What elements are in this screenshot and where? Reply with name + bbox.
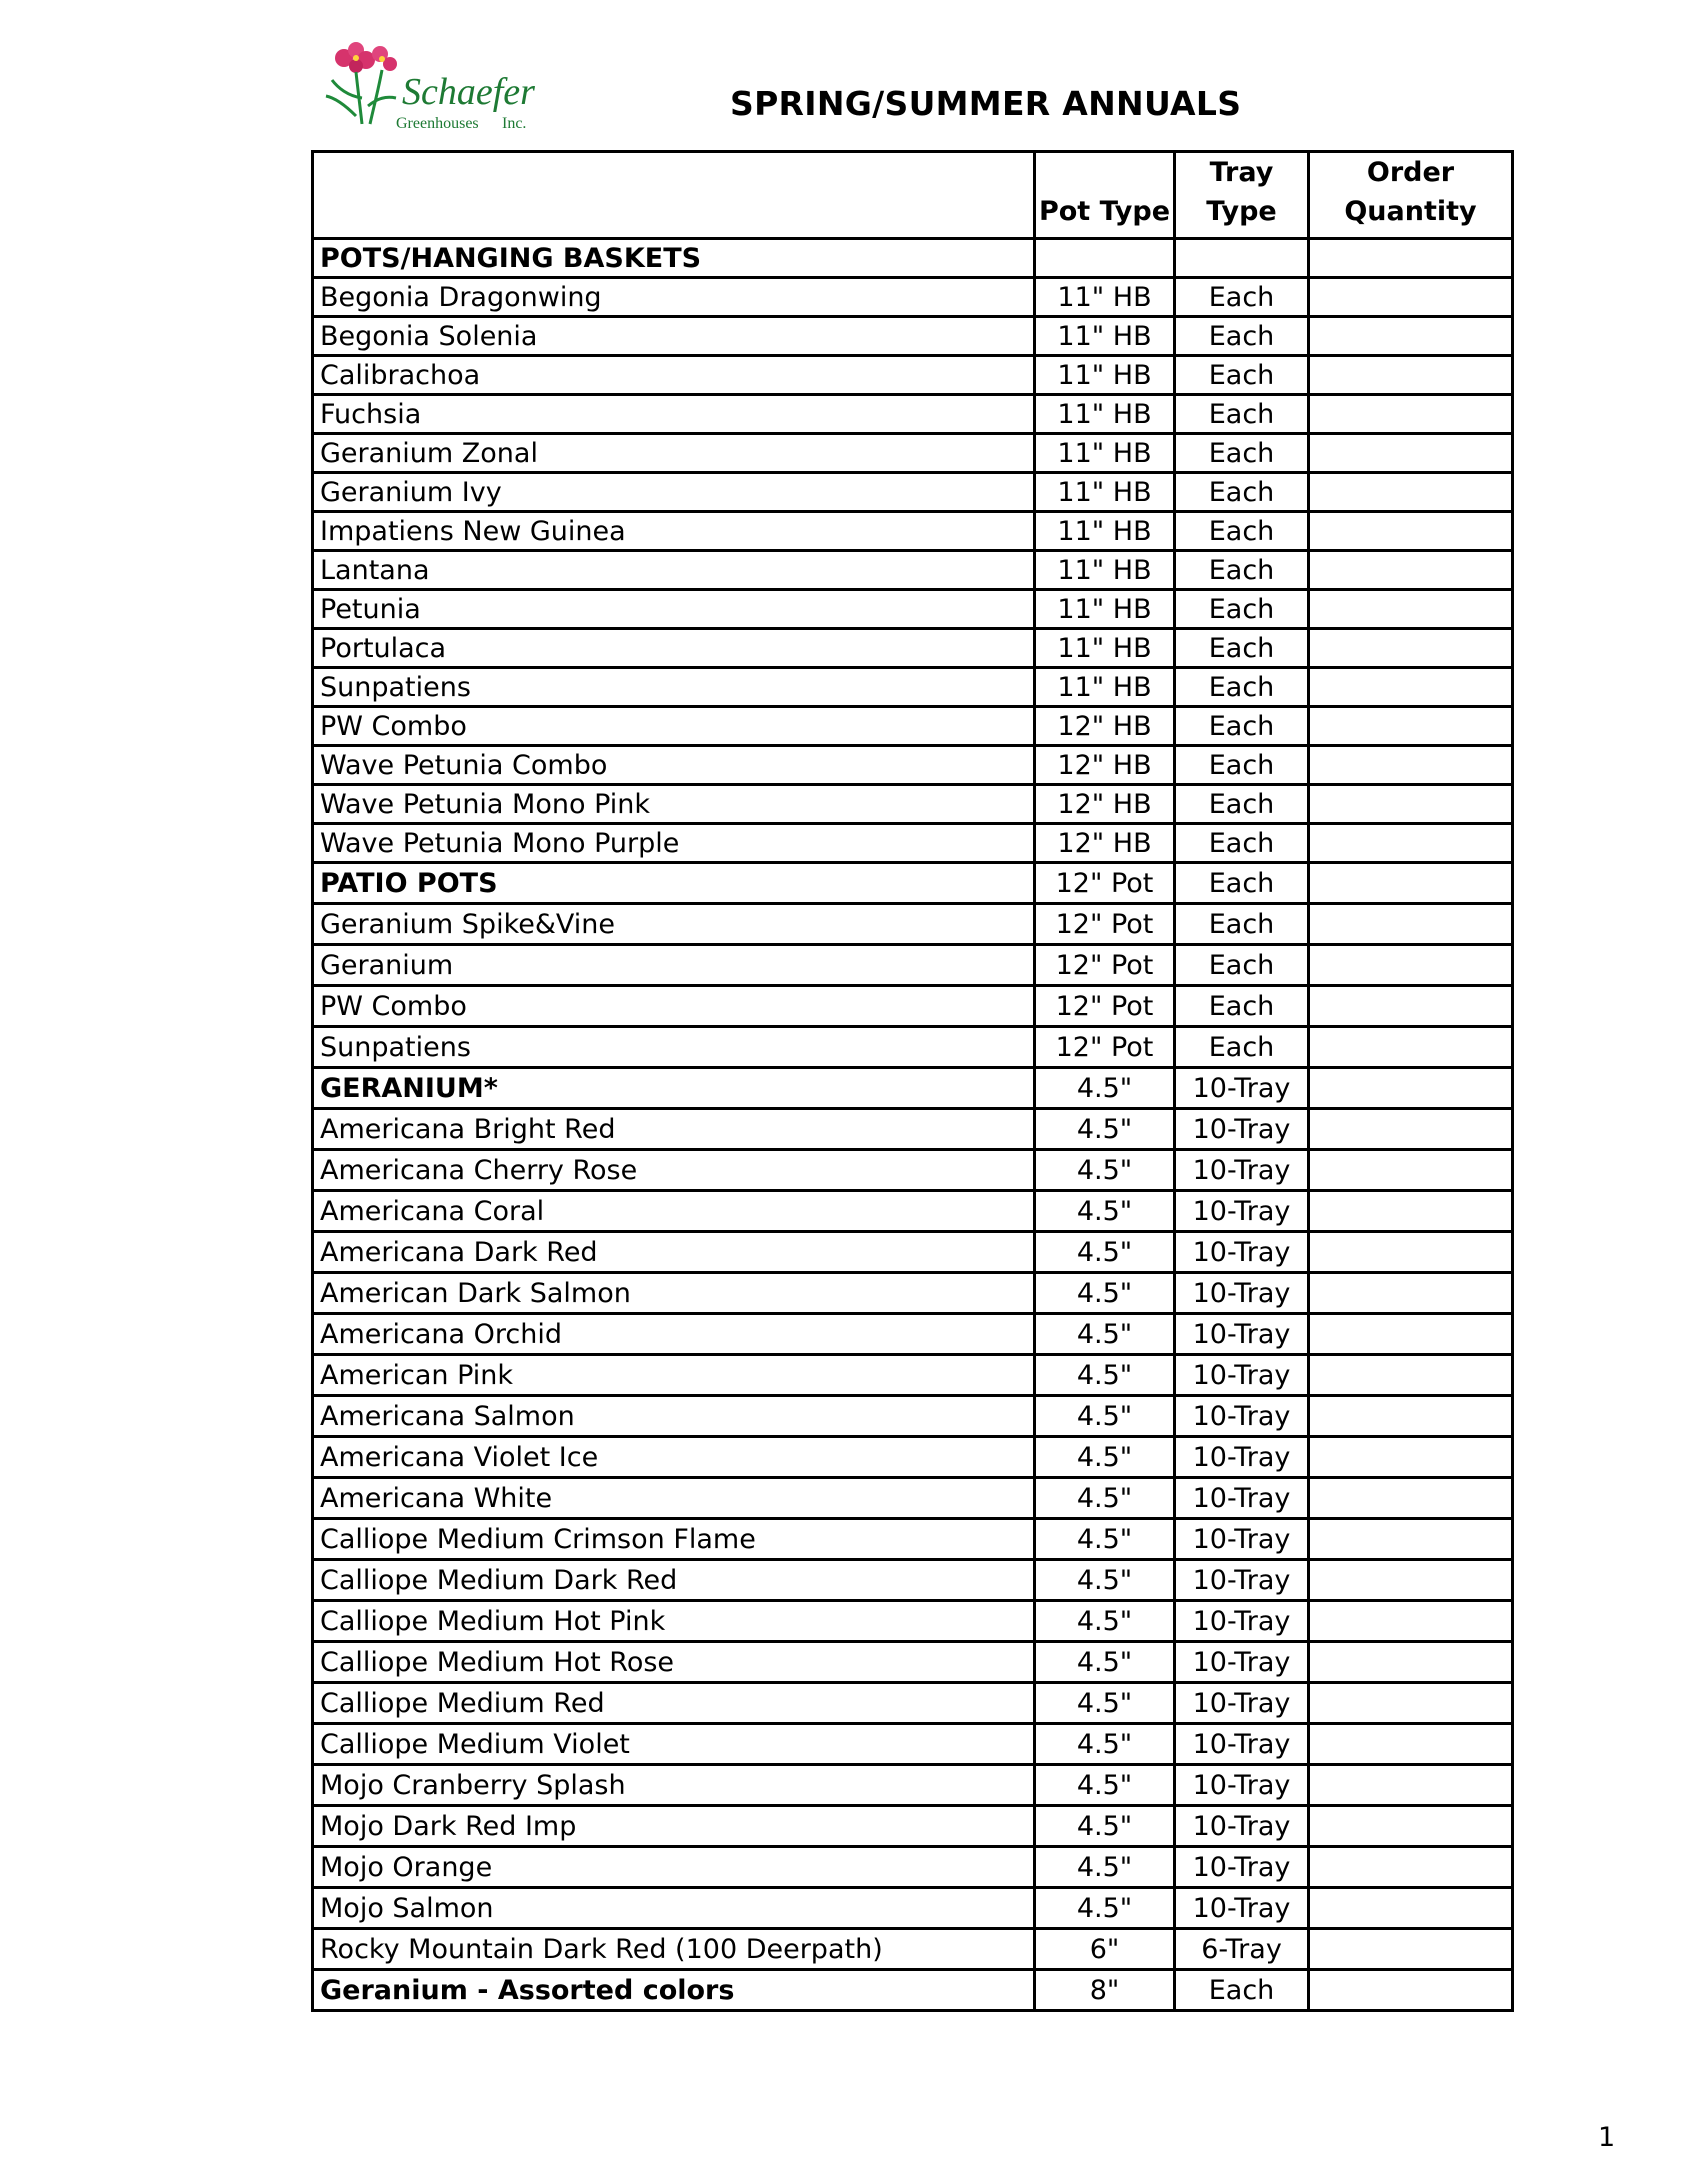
tray-type: 10-Tray — [1175, 1273, 1309, 1314]
order-quantity-cell[interactable] — [1309, 1109, 1513, 1150]
pot-type: 11" HB — [1035, 278, 1175, 317]
pot-type: 4.5" — [1035, 1642, 1175, 1683]
tray-type — [1175, 239, 1309, 278]
pot-type: 4.5" — [1035, 1478, 1175, 1519]
item-name: Geranium Ivy — [313, 473, 1035, 512]
order-quantity-cell[interactable] — [1309, 945, 1513, 986]
tray-type: 10-Tray — [1175, 1683, 1309, 1724]
pot-type: 11" HB — [1035, 551, 1175, 590]
pot-type: 12" HB — [1035, 746, 1175, 785]
table-row — [313, 746, 1513, 785]
pot-type: 4.5" — [1035, 1150, 1175, 1191]
item-name: Calliope Medium Hot Rose — [313, 1642, 1035, 1683]
header-pot-type: Pot Type — [1035, 152, 1175, 239]
header-item — [313, 152, 1035, 239]
tray-type: Each — [1175, 945, 1309, 986]
item-name: Wave Petunia Combo — [313, 746, 1035, 785]
logo-subtitle: Greenhouses — [396, 115, 479, 132]
pot-type: 12" Pot — [1035, 986, 1175, 1027]
tray-type: 10-Tray — [1175, 1150, 1309, 1191]
order-quantity-cell[interactable] — [1309, 1683, 1513, 1724]
tray-type: 10-Tray — [1175, 1519, 1309, 1560]
tray-type: Each — [1175, 824, 1309, 863]
tray-type: Each — [1175, 590, 1309, 629]
order-quantity-cell[interactable] — [1309, 863, 1513, 904]
pot-type: 11" HB — [1035, 317, 1175, 356]
tray-type: Each — [1175, 1027, 1309, 1068]
tray-type: Each — [1175, 629, 1309, 668]
tray-type: 10-Tray — [1175, 1601, 1309, 1642]
item-name: Americana Bright Red — [313, 1109, 1035, 1150]
tray-type: Each — [1175, 746, 1309, 785]
company-logo — [316, 36, 536, 136]
tray-type: Each — [1175, 434, 1309, 473]
tray-type: 10-Tray — [1175, 1888, 1309, 1929]
table-row — [313, 1888, 1513, 1929]
item-name: Mojo Salmon — [313, 1888, 1035, 1929]
order-quantity-cell[interactable] — [1309, 1806, 1513, 1847]
order-quantity-cell[interactable] — [1309, 1273, 1513, 1314]
item-name: GERANIUM* — [313, 1068, 1035, 1109]
order-quantity-cell[interactable] — [1309, 1601, 1513, 1642]
item-name: Mojo Orange — [313, 1847, 1035, 1888]
order-quantity-cell[interactable] — [1309, 551, 1513, 590]
logo-inc: Inc. — [502, 115, 527, 132]
order-quantity-cell[interactable] — [1309, 512, 1513, 551]
order-quantity-cell[interactable] — [1309, 1437, 1513, 1478]
item-name: Mojo Cranberry Splash — [313, 1765, 1035, 1806]
section-row — [313, 239, 1513, 278]
item-name: Calliope Medium Dark Red — [313, 1560, 1035, 1601]
table-row — [313, 1232, 1513, 1273]
order-quantity-cell[interactable] — [1309, 1068, 1513, 1109]
table-row — [313, 785, 1513, 824]
item-name: Americana Dark Red — [313, 1232, 1035, 1273]
page-number: 1 — [1598, 2122, 1616, 2153]
pot-type: 4.5" — [1035, 1806, 1175, 1847]
item-name: Geranium — [313, 945, 1035, 986]
tray-type: Each — [1175, 512, 1309, 551]
flower-icon — [335, 42, 397, 73]
pot-type: 4.5" — [1035, 1888, 1175, 1929]
table-row — [313, 1683, 1513, 1724]
table-row — [313, 1437, 1513, 1478]
pot-type: 12" Pot — [1035, 1027, 1175, 1068]
tray-type: Each — [1175, 668, 1309, 707]
pot-type: 12" HB — [1035, 707, 1175, 746]
table-row — [313, 1765, 1513, 1806]
table-row — [313, 278, 1513, 317]
table-row — [313, 590, 1513, 629]
item-name: Geranium Spike&Vine — [313, 904, 1035, 945]
pot-type: 4.5" — [1035, 1601, 1175, 1642]
item-name: Wave Petunia Mono Pink — [313, 785, 1035, 824]
order-quantity-cell[interactable] — [1309, 1150, 1513, 1191]
item-name: Petunia — [313, 590, 1035, 629]
item-name: PW Combo — [313, 986, 1035, 1027]
item-name: Rocky Mountain Dark Red (100 Deerpath) — [313, 1929, 1035, 1970]
order-quantity-cell[interactable] — [1309, 1929, 1513, 1970]
item-name: Begonia Solenia — [313, 317, 1035, 356]
tray-type: Each — [1175, 986, 1309, 1027]
table-row — [313, 945, 1513, 986]
order-quantity-cell[interactable] — [1309, 785, 1513, 824]
table-row — [313, 1355, 1513, 1396]
order-quantity-cell[interactable] — [1309, 629, 1513, 668]
tray-type: Each — [1175, 395, 1309, 434]
table-row — [313, 1150, 1513, 1191]
page-title: SPRING/SUMMER ANNUALS — [730, 84, 1242, 123]
pot-type: 12" HB — [1035, 785, 1175, 824]
pot-type: 11" HB — [1035, 668, 1175, 707]
pot-type: 11" HB — [1035, 434, 1175, 473]
table-row — [313, 551, 1513, 590]
table-row — [313, 629, 1513, 668]
tray-type: 10-Tray — [1175, 1560, 1309, 1601]
order-quantity-cell[interactable] — [1309, 986, 1513, 1027]
pot-type: 12" Pot — [1035, 904, 1175, 945]
table-row — [313, 1724, 1513, 1765]
table-row — [313, 1929, 1513, 1970]
tray-type: Each — [1175, 551, 1309, 590]
tray-type: 10-Tray — [1175, 1437, 1309, 1478]
order-quantity-cell[interactable] — [1309, 1560, 1513, 1601]
item-name: Americana White — [313, 1478, 1035, 1519]
order-quantity-cell[interactable] — [1309, 356, 1513, 395]
order-quantity-cell[interactable] — [1309, 904, 1513, 945]
tray-type: Each — [1175, 473, 1309, 512]
tray-type: Each — [1175, 785, 1309, 824]
item-name: Americana Violet Ice — [313, 1437, 1035, 1478]
section-row — [313, 863, 1513, 904]
item-name: Begonia Dragonwing — [313, 278, 1035, 317]
tray-type: 10-Tray — [1175, 1724, 1309, 1765]
order-quantity-cell[interactable] — [1309, 1519, 1513, 1560]
item-name: Impatiens New Guinea — [313, 512, 1035, 551]
pot-type: 11" HB — [1035, 629, 1175, 668]
table-row — [313, 986, 1513, 1027]
table-row — [313, 668, 1513, 707]
order-quantity-cell[interactable] — [1309, 824, 1513, 863]
section-row — [313, 1970, 1513, 2011]
tray-type: 10-Tray — [1175, 1109, 1309, 1150]
leaf-icon — [326, 70, 396, 124]
tray-type: Each — [1175, 317, 1309, 356]
order-quantity-cell[interactable] — [1309, 1642, 1513, 1683]
table-row — [313, 1478, 1513, 1519]
tray-type: 10-Tray — [1175, 1642, 1309, 1683]
pot-type: 4.5" — [1035, 1847, 1175, 1888]
pot-type: 4.5" — [1035, 1273, 1175, 1314]
order-quantity-cell[interactable] — [1309, 1232, 1513, 1273]
table-row — [313, 473, 1513, 512]
tray-type: 6-Tray — [1175, 1929, 1309, 1970]
header-tray-type: Tray Type — [1175, 152, 1309, 239]
pot-type: 4.5" — [1035, 1109, 1175, 1150]
tray-type: Each — [1175, 863, 1309, 904]
pot-type: 4.5" — [1035, 1314, 1175, 1355]
order-quantity-cell[interactable] — [1309, 317, 1513, 356]
table-row — [313, 317, 1513, 356]
table-row — [313, 824, 1513, 863]
item-name: Geranium - Assorted colors — [313, 1970, 1035, 2011]
order-quantity-cell[interactable] — [1309, 1724, 1513, 1765]
table-row — [313, 1191, 1513, 1232]
pot-type: 4.5" — [1035, 1437, 1175, 1478]
item-name: Sunpatiens — [313, 1027, 1035, 1068]
tray-type: Each — [1175, 356, 1309, 395]
pot-type: 11" HB — [1035, 473, 1175, 512]
order-quantity-cell[interactable] — [1309, 590, 1513, 629]
pot-type: 4.5" — [1035, 1560, 1175, 1601]
item-name: Lantana — [313, 551, 1035, 590]
pot-type: 4.5" — [1035, 1765, 1175, 1806]
pot-type: 4.5" — [1035, 1724, 1175, 1765]
tray-type: Each — [1175, 707, 1309, 746]
order-table — [311, 150, 1514, 2012]
item-name: Calliope Medium Red — [313, 1683, 1035, 1724]
table-row — [313, 1560, 1513, 1601]
item-name: Calibrachoa — [313, 356, 1035, 395]
item-name: Americana Salmon — [313, 1396, 1035, 1437]
logo-name: Schaefer — [402, 71, 535, 113]
item-name: American Pink — [313, 1355, 1035, 1396]
order-quantity-cell[interactable] — [1309, 1888, 1513, 1929]
order-quantity-cell[interactable] — [1309, 473, 1513, 512]
pot-type: 11" HB — [1035, 395, 1175, 434]
table-row — [313, 1396, 1513, 1437]
order-quantity-cell[interactable] — [1309, 1478, 1513, 1519]
table-row — [313, 1273, 1513, 1314]
table-row — [313, 512, 1513, 551]
order-quantity-cell[interactable] — [1309, 1355, 1513, 1396]
item-name: Americana Cherry Rose — [313, 1150, 1035, 1191]
item-name: American Dark Salmon — [313, 1273, 1035, 1314]
table-row — [313, 904, 1513, 945]
tray-type: Each — [1175, 1970, 1309, 2011]
table-row — [313, 434, 1513, 473]
tray-type: 10-Tray — [1175, 1232, 1309, 1273]
pot-type: 4.5" — [1035, 1519, 1175, 1560]
order-quantity-cell[interactable] — [1309, 668, 1513, 707]
order-quantity-cell[interactable] — [1309, 1396, 1513, 1437]
table-row — [313, 1109, 1513, 1150]
pot-type: 11" HB — [1035, 356, 1175, 395]
pot-type: 4.5" — [1035, 1191, 1175, 1232]
order-quantity-cell[interactable] — [1309, 395, 1513, 434]
tray-type: 10-Tray — [1175, 1068, 1309, 1109]
item-name: Fuchsia — [313, 395, 1035, 434]
item-name: PATIO POTS — [313, 863, 1035, 904]
item-name: PW Combo — [313, 707, 1035, 746]
pot-type: 12" HB — [1035, 824, 1175, 863]
order-quantity-cell[interactable] — [1309, 1970, 1513, 2011]
tray-type: 10-Tray — [1175, 1478, 1309, 1519]
item-name: Calliope Medium Hot Pink — [313, 1601, 1035, 1642]
pot-type: 4.5" — [1035, 1396, 1175, 1437]
pot-type: 11" HB — [1035, 590, 1175, 629]
table-row — [313, 395, 1513, 434]
item-name: Mojo Dark Red Imp — [313, 1806, 1035, 1847]
tray-type: 10-Tray — [1175, 1355, 1309, 1396]
table-row — [313, 1519, 1513, 1560]
pot-type: 4.5" — [1035, 1232, 1175, 1273]
item-name: Calliope Medium Violet — [313, 1724, 1035, 1765]
table-header-row — [313, 152, 1513, 239]
item-name: Geranium Zonal — [313, 434, 1035, 473]
tray-type: 10-Tray — [1175, 1847, 1309, 1888]
pot-type: 8" — [1035, 1970, 1175, 2011]
order-quantity-cell[interactable] — [1309, 707, 1513, 746]
pot-type: 11" HB — [1035, 512, 1175, 551]
item-name: Americana Coral — [313, 1191, 1035, 1232]
item-name: Calliope Medium Crimson Flame — [313, 1519, 1035, 1560]
order-quantity-cell[interactable] — [1309, 434, 1513, 473]
tray-type: 10-Tray — [1175, 1314, 1309, 1355]
table-row — [313, 1642, 1513, 1683]
header-order-quantity: Order Quantity — [1309, 152, 1513, 239]
tray-type: 10-Tray — [1175, 1765, 1309, 1806]
tray-type: 10-Tray — [1175, 1806, 1309, 1847]
order-quantity-cell[interactable] — [1309, 1027, 1513, 1068]
pot-type: 12" Pot — [1035, 945, 1175, 986]
table-row — [313, 1806, 1513, 1847]
item-name: Portulaca — [313, 629, 1035, 668]
table-row — [313, 1314, 1513, 1355]
order-quantity-cell[interactable] — [1309, 1191, 1513, 1232]
table-row — [313, 707, 1513, 746]
order-quantity-cell[interactable] — [1309, 278, 1513, 317]
table-row — [313, 356, 1513, 395]
item-name: Sunpatiens — [313, 668, 1035, 707]
order-quantity-cell[interactable] — [1309, 1314, 1513, 1355]
pot-type: 6" — [1035, 1929, 1175, 1970]
pot-type: 4.5" — [1035, 1683, 1175, 1724]
section-row — [313, 1068, 1513, 1109]
table-row — [313, 1847, 1513, 1888]
item-name: POTS/HANGING BASKETS — [313, 239, 1035, 278]
pot-type — [1035, 239, 1175, 278]
pot-type: 12" Pot — [1035, 863, 1175, 904]
pot-type: 4.5" — [1035, 1355, 1175, 1396]
item-name: Americana Orchid — [313, 1314, 1035, 1355]
order-quantity-cell[interactable] — [1309, 746, 1513, 785]
table-row — [313, 1027, 1513, 1068]
order-quantity-cell[interactable] — [1309, 239, 1513, 278]
order-quantity-cell[interactable] — [1309, 1765, 1513, 1806]
table-row — [313, 1601, 1513, 1642]
pot-type: 4.5" — [1035, 1068, 1175, 1109]
tray-type: 10-Tray — [1175, 1191, 1309, 1232]
tray-type: Each — [1175, 278, 1309, 317]
order-quantity-cell[interactable] — [1309, 1847, 1513, 1888]
item-name: Wave Petunia Mono Purple — [313, 824, 1035, 863]
tray-type: 10-Tray — [1175, 1396, 1309, 1437]
tray-type: Each — [1175, 904, 1309, 945]
